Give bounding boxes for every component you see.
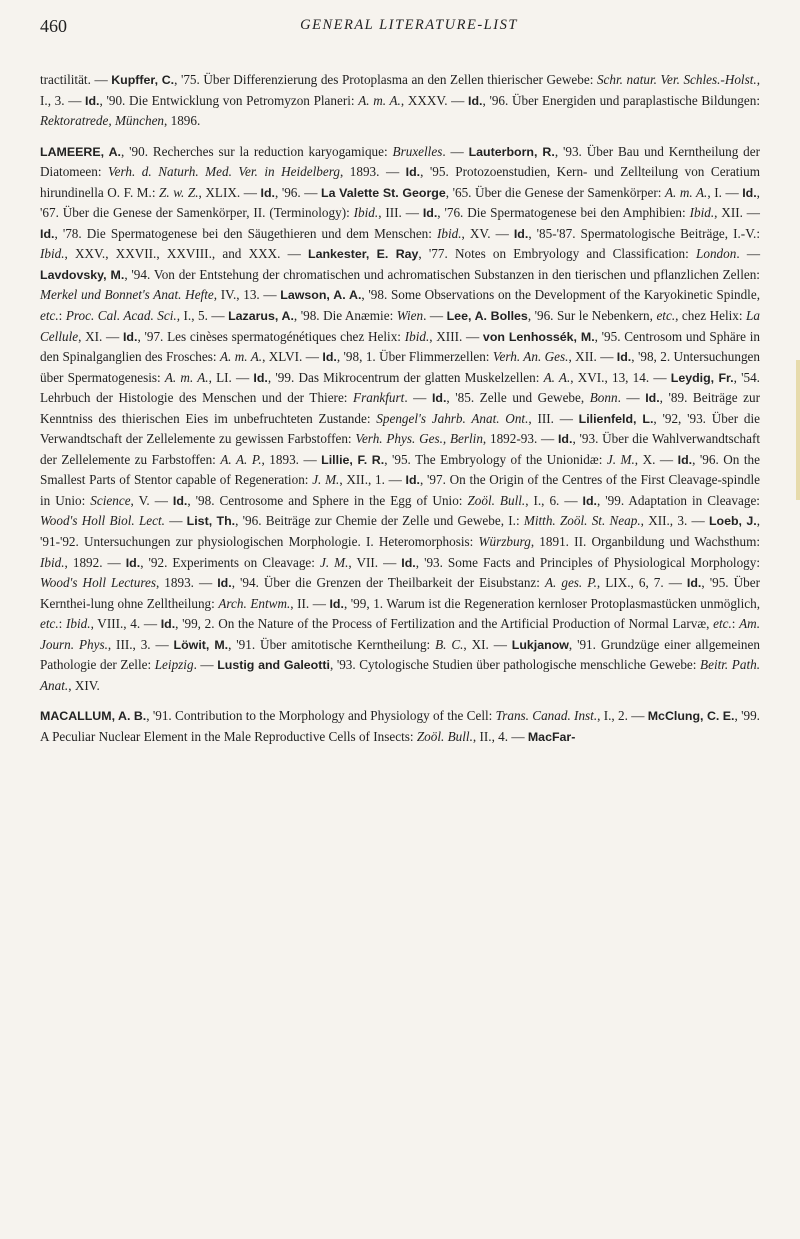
author-name: Id. [513, 226, 529, 241]
citation-text: — [164, 513, 187, 529]
citation-text: , LIX., 6, 7. — [596, 575, 687, 591]
journal-title: Ibid. [40, 246, 65, 262]
author-name: Id. [557, 432, 573, 447]
journal-title: Wood's Holl Biol. Lect. [40, 513, 165, 529]
journal-title: B. C. [435, 636, 464, 652]
citation-text: , '97. On the Origin of the Centres of the First Cleavage-spindle in Unio: [40, 472, 761, 508]
citation-text: , 1893. — [261, 451, 322, 467]
citation-text: . — [736, 246, 761, 262]
citation-text: , I., 5. — [176, 308, 229, 324]
author-name: Leydig, Fr. [670, 370, 734, 385]
author-name: MACALLUM, A. B. [40, 709, 147, 724]
citation-text: , III., 3. — [107, 636, 174, 652]
page-header [40, 16, 760, 42]
journal-title: Arch. Entwm. [218, 595, 291, 611]
citation-text: . — [193, 657, 218, 673]
journal-title: Ibid. [404, 328, 430, 344]
citation-text: , '99. Adaptation in Cleavage: [597, 492, 760, 508]
author-name: Id. [322, 350, 337, 365]
citation-text: , '98. Centrosome and Sphere in the Egg of Unio: [187, 492, 468, 508]
citation-text: , '97. Les cinèses spermatogénétiques chez Helix: [137, 328, 405, 344]
citation-text: , '85. Zelle und Gewebe, [446, 390, 590, 406]
author-name: Löwit, M. [173, 637, 229, 652]
author-name: La Valette St. George [321, 185, 446, 200]
author-name: Id. [677, 452, 693, 467]
citation-text: , '95. The Embryology of the Unionidæ: [384, 451, 607, 467]
author-name: Id. [686, 576, 702, 591]
author-name: Id. [405, 473, 421, 488]
citation-text: , '92. Experiments on Cleavage: [140, 554, 320, 570]
author-name: Lillie, F. R. [321, 452, 385, 467]
citation-text: , '90. Recherches sur la reduction karyogamique: [120, 143, 393, 159]
citation-text: , XVI., 13, 14. — [570, 369, 671, 385]
author-name: Id. [742, 185, 757, 200]
journal-title: Leipzig [154, 657, 194, 673]
author-name: List, Th. [186, 514, 236, 529]
citation-text: , III. — [528, 410, 579, 426]
citation-text: , XV. — [461, 225, 514, 241]
author-name: Id. [431, 391, 447, 406]
author-name: Id. [122, 329, 138, 344]
journal-title: Science [90, 492, 131, 508]
journal-title: Schr. natur. Ver. Schles.-Holst. [596, 72, 757, 87]
author-name: Id. [160, 617, 176, 632]
running-title: GENERAL LITERATURE-LIST [300, 17, 518, 33]
citation-text: , XLVI. — [262, 349, 323, 365]
citation-text: , XXV., XXVII., XXVIII., and XXX. — [64, 246, 309, 262]
citation-text: , III. — [378, 205, 423, 221]
journal-title: Z. w. Z. [159, 184, 199, 200]
bibliography-paragraph-continuation [40, 70, 760, 132]
journal-title: Verh. d. Naturh. Med. Ver. in Heidelberg [108, 164, 340, 180]
citation-text: . — [423, 308, 447, 324]
citation-text: , I. — [707, 184, 743, 200]
citation-text: , '90. Die Entwicklung von Petromyzon Planeri: [99, 92, 359, 108]
author-name: Id. [217, 576, 232, 591]
author-name: Kupffer, C. [111, 73, 175, 87]
citation-text: , X. — [634, 451, 678, 467]
journal-title: A. A. [543, 369, 571, 385]
journal-title: Rektoratrede, München [40, 113, 165, 129]
citation-text: , VIII., 4. — [90, 616, 161, 632]
citation-text: , '78. Die Spermatogenese bei den Säugethieren und dem Menschen: [54, 225, 437, 241]
citation-text: , '96. Beiträge zur Chemie der Zelle und Gewebe, I.: [235, 513, 524, 529]
author-name: Lukjanow [511, 637, 569, 652]
author-name: Lazarus, A. [228, 309, 294, 324]
author-name: Lankester, E. Ray [308, 247, 419, 262]
author-name: Lustig and Galeotti [217, 658, 330, 673]
journal-title: Ibid. [353, 205, 379, 221]
journal-title: Am. Journ. Phys. [40, 616, 761, 652]
author-name: Id. [85, 93, 100, 108]
citation-text: . — [617, 390, 646, 406]
journal-title: etc. [713, 616, 732, 632]
citation-text: , '54. Lehrbuch der Histologie des Menschen und der Thiere: [40, 369, 760, 406]
journal-title: Wood's Holl Lectures [40, 575, 156, 591]
journal-title: Bruxelles [392, 143, 443, 159]
citation-text: , '99, 1. Warum ist die Regeneration kernloser Protoplasmastücken unmöglich, [343, 595, 760, 611]
citation-text: , '93. Über die Wahlverwandtschaft der Zellelemente zu Farbstoffen: [40, 431, 760, 467]
citation-text: , XII., 3. — [640, 513, 709, 529]
citation-text: , 1893. — [339, 164, 406, 180]
journal-title: Zoöl. Bull. [416, 728, 473, 744]
journal-title: Verh. An. Ges. [492, 349, 569, 365]
author-name: Id. [125, 555, 141, 570]
author-name: Loeb, J. [708, 514, 757, 529]
citation-text: , I., 2. — [597, 708, 648, 724]
citation-text: , 1892. — [64, 554, 126, 570]
citation-text: , '96. Über Energiden und paraplastische Bildungen: [482, 92, 760, 108]
author-name: von Lenhossék, M. [482, 329, 595, 344]
journal-title: Trans. Canad. Inst. [495, 708, 598, 724]
citation-text: , '95. Centrosom und Sphäre in den Spinalganglien des Frosches: [40, 328, 760, 365]
journal-title: Beitr. Path. Anat. [40, 657, 761, 693]
citation-text: , '94. Von der Entstehung der chromatischen und achromatischen Substanzen in den tierischen und pflanzlichen Zellen: [124, 266, 760, 282]
author-name: Id. [582, 493, 597, 508]
citation-text: , VII. — [348, 554, 402, 570]
citation-text: , XI. — [78, 328, 123, 344]
journal-title: A. ges. P. [544, 575, 597, 591]
journal-title: Ibid. [66, 616, 91, 632]
citation-text: , '94. Über die Grenzen der Theilbarkeit der Eisubstanz: [231, 575, 545, 591]
citation-text: , '75. Über Differenzierung des Protoplasma an den Zellen thierischer Gewebe: [174, 72, 597, 87]
citation-text: , '91. Über amitotische Kerntheilung: [228, 636, 436, 652]
author-name: LAMEERE, A. [40, 144, 121, 159]
citation-text: , '95. Über Kernthei-lung ohne Zelltheilung: [40, 575, 760, 611]
citation-text: , '91. Grundzüge einer allgemeinen Pathologie der Zelle: [40, 636, 760, 673]
citation-text: , XII. — [568, 349, 617, 365]
citation-text: , '93. Some Facts and Principles of Physiological Morphology: [415, 554, 761, 570]
citation-text: , '99. Das Mikrocentrum der glatten Muskelzellen: [267, 369, 544, 385]
citation-text: tractilität. — [40, 72, 112, 87]
journal-title: Ibid. [40, 554, 65, 570]
citation-text: , '98. Die Anæmie: [293, 308, 397, 324]
author-name: Id. [468, 93, 483, 108]
citation-text: , '77. Notes on Embryology and Classification: [418, 246, 697, 262]
journal-title: Würzburg [478, 534, 531, 550]
author-name: Id. [260, 185, 275, 200]
citation-text: . — [404, 390, 432, 406]
journal-title: London [696, 246, 737, 262]
citation-text: , 1893. — [155, 575, 218, 591]
citation-text: : [58, 616, 67, 632]
citation-text: , XXXV. — [400, 92, 469, 108]
citation-text: , '65. Über die Genese der Samenkörper: [445, 184, 665, 200]
citation-text: , 1896. [164, 113, 201, 129]
bibliography-paragraph-l [40, 142, 760, 697]
author-name: Id. [422, 206, 438, 221]
citation-text: , I., 3. — [40, 72, 760, 108]
journal-title: J. M. [319, 554, 349, 570]
citation-text: , LI. — [208, 369, 254, 385]
journal-title: Zoöl. Bull. [467, 492, 526, 508]
author-name: Lauterborn, R. [468, 144, 555, 159]
citation-text: , I., 6. — [525, 492, 583, 508]
bibliography-paragraph-m [40, 706, 760, 747]
citation-text: , '91. Contribution to the Morphology and Physiology of the Cell: [146, 708, 496, 724]
citation-text: , XLIX. — [198, 184, 261, 200]
journal-title: Ibid. [437, 225, 462, 241]
citation-text: , '85-'87. Spermatologische Beiträge, I.-V.: [528, 225, 760, 241]
citation-text: , XIII. — [429, 328, 483, 344]
citation-text: , II. — [290, 595, 330, 611]
citation-text: , 1892-93. — [482, 431, 558, 447]
author-name: Id. [645, 391, 660, 406]
author-name: Id. [172, 493, 188, 508]
citation-text: , '98. Some Observations on the Development of the Karyokinetic Spindle, [361, 287, 760, 303]
journal-title: Mitth. Zoöl. St. Neap. [523, 513, 641, 529]
citation-text: , '93. Cytologische Studien über pathologische menschliche Gewebe: [329, 657, 701, 673]
author-name: MacFar- [527, 729, 576, 744]
journal-title: J. M. [606, 451, 635, 467]
author-name: Lavdovsky, M. [40, 267, 125, 282]
citation-text: , chez Helix: [675, 308, 747, 324]
journal-title: La Cellule [40, 308, 760, 344]
page-edge-mark [796, 360, 800, 500]
citation-text: , 1891. II. Organbildung und Wachsthum: [530, 534, 761, 550]
journal-title: A. m. A. [358, 92, 401, 108]
journal-title: Merkel und Bonnet's Anat. Hefte [40, 287, 214, 303]
journal-title: A. m. A. [164, 369, 209, 385]
author-name: Lee, A. Bolles [446, 309, 528, 324]
citation-text: , IV., 13. — [213, 287, 281, 303]
author-name: Id. [253, 370, 268, 385]
citation-text: , XII., 1. — [339, 472, 406, 488]
journal-title: A. A. P. [220, 451, 262, 467]
journal-title: Bonn [589, 390, 618, 406]
journal-title: etc. [40, 616, 59, 632]
citation-text: , '67. Über die Genese der Samenkörper, II. (Terminology): [40, 184, 760, 221]
author-name: Lawson, A. A. [280, 288, 362, 303]
journal-title: J. M. [312, 472, 340, 488]
citation-text: , '96. — [274, 184, 322, 200]
page-number: 460 [40, 16, 67, 36]
journal-title: Ibid. [689, 205, 715, 221]
bibliography-body [40, 70, 760, 748]
author-name: McClung, C. E. [647, 709, 735, 724]
citation-text: , '95. Protozoenstudien, Kern- und Zellteilung von Ceratium hirundinella O. F. M.: [40, 164, 760, 200]
citation-text: , '96. Sur le Nebenkern, [527, 308, 657, 324]
author-name: Id. [329, 596, 344, 611]
citation-text: , '99. A Peculiar Nuclear Element in the Male Reproductive Cells of Insects: [40, 708, 760, 744]
journal-title: A. m. A. [219, 349, 263, 365]
journal-title: Proc. Cal. Acad. Sci. [65, 308, 177, 324]
journal-title: Verh. Phys. Ges., Berlin [355, 431, 483, 447]
citation-text: , '96. On the Smallest Parts of Stentor capable of Regeneration: [40, 451, 760, 488]
citation-text: , '91-'92. Untersuchungen zur physiologischen Morphologie. I. Heteromorphosis: [40, 513, 761, 550]
author-name: Id. [40, 226, 55, 241]
citation-text: . — [442, 143, 469, 159]
citation-text: , '99, 2. On the Nature of the Process of Fertilization and the Artificial Production of Normal Larvæ, [175, 616, 714, 632]
journal-title: etc. [40, 308, 59, 324]
journal-title: Wien [396, 308, 424, 324]
citation-text: , II., 4. — [472, 728, 528, 744]
citation-text: : [58, 308, 66, 324]
citation-text: , XIV. [68, 677, 100, 693]
author-name: Id. [401, 555, 416, 570]
citation-text: , XI. — [463, 636, 512, 652]
journal-title: A. m. A. [664, 184, 708, 200]
citation-text: , '92, '93. Über die Verwandtschaft der Zellelemente zu gewissen Farbstoffen: [40, 410, 760, 447]
citation-text: , XII. — [714, 205, 760, 221]
author-name: Id. [405, 165, 421, 180]
citation-text: : [731, 616, 740, 632]
journal-title: Spengel's Jahrb. Anat. Ont. [376, 410, 529, 426]
citation-text: , V. — [130, 492, 173, 508]
author-name: Id. [616, 350, 632, 365]
citation-text: , '98, 2. Untersuchungen über Spermatogenesis: [40, 349, 760, 385]
citation-text: , '76. Die Spermatogenese bei den Amphibien: [437, 205, 690, 221]
citation-text: , '89. Beiträge zur Kenntniss des thierischen Eies im unbefruchteten Zustande: [40, 390, 760, 426]
journal-title: Frankfurt [353, 390, 405, 406]
journal-title: etc. [656, 308, 676, 324]
citation-text: , '93. Über Bau und Kerntheilung der Diatomeen: [40, 143, 761, 180]
author-name: Lilienfeld, L. [578, 411, 654, 426]
citation-text: , '98, 1. Über Flimmerzellen: [336, 349, 493, 365]
